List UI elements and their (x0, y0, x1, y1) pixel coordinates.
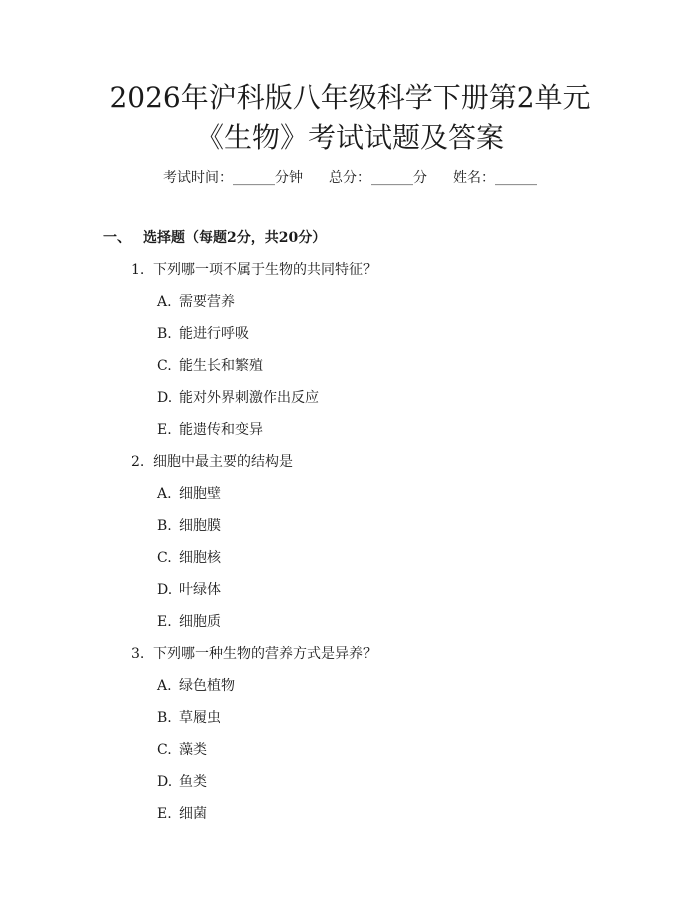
question-2-option-d (157, 580, 221, 600)
option-letter: A. (157, 678, 172, 694)
option-text: 能进行呼吸 (179, 326, 249, 342)
question-number: 2. (131, 454, 145, 470)
option-text: 叶绿体 (179, 582, 221, 598)
option-letter: A. (157, 486, 172, 502)
option-letter: E. (157, 422, 172, 438)
question-text: 下列哪一项不属于生物的共同特征？ (153, 262, 377, 278)
question-3-option-d (157, 772, 207, 792)
option-text: 细胞质 (179, 614, 221, 630)
question-1-option-c (157, 356, 263, 376)
option-text: 细胞核 (179, 550, 221, 566)
option-text: 细胞膜 (179, 518, 221, 534)
question-3-option-e (157, 804, 207, 824)
question-3-option-c (157, 740, 207, 760)
option-letter: A. (157, 294, 172, 310)
question-1-option-d (157, 388, 319, 408)
option-text: 藻类 (179, 742, 207, 758)
option-text: 能遗传和变异 (179, 422, 263, 438)
question-2-option-c (157, 548, 221, 568)
question-2-option-a (157, 484, 221, 504)
option-letter: D. (157, 582, 173, 598)
student-name-field: 姓名：______ (453, 170, 537, 186)
option-text: 需要营养 (179, 294, 235, 310)
option-letter: C. (157, 358, 172, 374)
question-1-option-b (157, 324, 249, 344)
question-3 (131, 644, 377, 664)
exam-info-line (0, 168, 700, 188)
section-number: 一、 (103, 230, 131, 246)
question-number: 3. (131, 646, 145, 662)
question-text: 细胞中最主要的结构是 (153, 454, 293, 470)
question-3-option-b (157, 708, 221, 728)
option-letter: B. (157, 710, 172, 726)
document-title: 2026年沪科版八年级科学下册第2单元《生物》考试试题及答案 (109, 81, 591, 154)
question-2-option-b (157, 516, 221, 536)
question-1-option-a (157, 292, 235, 312)
option-text: 鱼类 (179, 774, 207, 790)
option-letter: B. (157, 326, 172, 342)
option-text: 细菌 (179, 806, 207, 822)
question-1-option-e (157, 420, 263, 440)
option-letter: E. (157, 614, 172, 630)
option-text: 能对外界刺激作出反应 (179, 390, 319, 406)
option-letter: D. (157, 390, 173, 406)
option-letter: C. (157, 550, 172, 566)
question-1 (131, 260, 377, 280)
option-text: 能生长和繁殖 (179, 358, 263, 374)
question-number: 1. (131, 262, 145, 278)
option-letter: C. (157, 742, 172, 758)
option-text: 绿色植物 (179, 678, 235, 694)
question-2-option-e (157, 612, 221, 632)
total-score-field: 总分：______分 (329, 170, 427, 186)
question-3-option-a (157, 676, 235, 696)
section-heading (103, 228, 326, 248)
option-text: 细胞壁 (179, 486, 221, 502)
option-letter: B. (157, 518, 172, 534)
option-letter: E. (157, 806, 172, 822)
question-2 (131, 452, 293, 472)
question-text: 下列哪一种生物的营养方式是异养？ (153, 646, 377, 662)
section-title: 选择题（每题2分，共20分） (143, 230, 327, 246)
option-letter: D. (157, 774, 173, 790)
option-text: 草履虫 (179, 710, 221, 726)
exam-time-field: 考试时间：______分钟 (163, 170, 303, 186)
